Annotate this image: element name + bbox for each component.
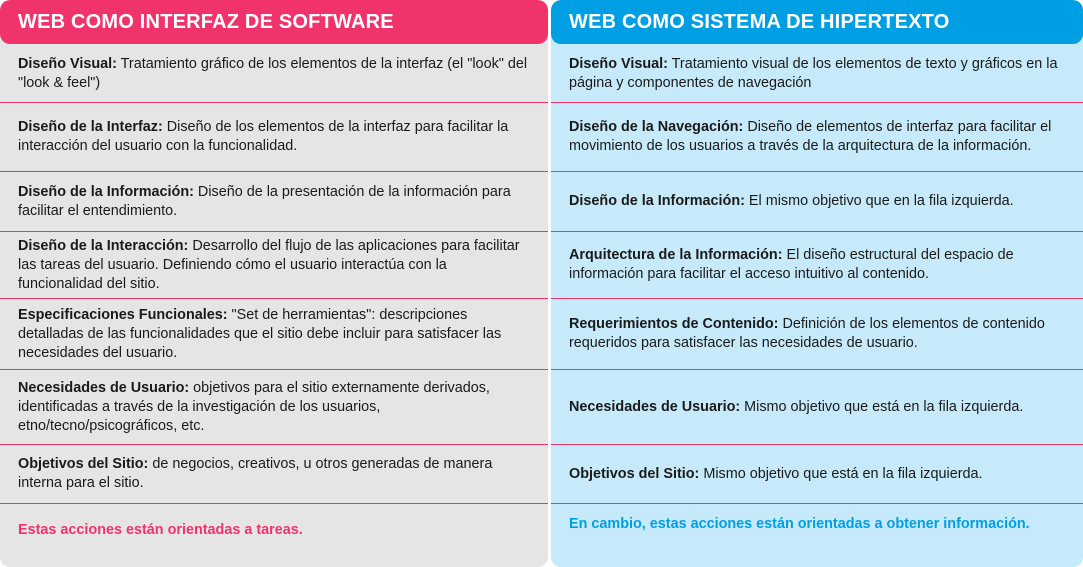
row-divider <box>0 171 548 172</box>
row-divider <box>551 503 1083 504</box>
row-term: Diseño de la Interacción: <box>18 237 189 254</box>
row-term: Necesidades de Usuario: <box>18 379 190 396</box>
row-divider <box>551 369 1083 370</box>
row-divider <box>0 444 548 445</box>
row-text: Tratamiento visual de los elementos de texto y gráficos en la página y componentes de navegación <box>569 56 1058 91</box>
row-term: Requerimientos de Contenido: <box>569 316 779 332</box>
row-visual-design <box>551 48 1083 100</box>
row-navigation-design <box>551 104 1083 170</box>
row-divider <box>0 231 548 232</box>
row-information-design <box>0 173 548 230</box>
row-interface-design <box>0 104 548 170</box>
row-text: objetivos para el sitio externamente derivados, identificadas a través de la investigación de los usuarios, etno/tecno/psicográficos, etc. <box>18 379 490 434</box>
row-term: Diseño Visual: <box>18 56 117 72</box>
row-site-objectives <box>0 446 548 502</box>
row-term: Especificaciones Funcionales: <box>18 306 228 323</box>
row-text: Tratamiento gráfico de los elementos de la interfaz (el "look" del "look & feel") <box>18 56 528 91</box>
hypertext-column-footer: En cambio, estas acciones están orientadas a obtener información. <box>569 516 1030 532</box>
row-text: Mismo objetivo que está en la fila izquierda. <box>740 398 1024 415</box>
row-user-needs <box>0 371 548 443</box>
row-text: El mismo objetivo que en la fila izquierda. <box>744 193 1014 209</box>
software-column-header: WEB COMO INTERFAZ DE SOFTWARE <box>0 0 548 44</box>
row-content-requirements <box>551 300 1083 368</box>
row-functional-specs <box>0 300 548 368</box>
row-divider <box>0 102 548 103</box>
row-text: Diseño de la presentación de la información para facilitar el entendimiento. <box>18 183 511 219</box>
row-text: Definición de los elementos de contenido requeridos para satisfacer las necesidades de usuario. <box>569 316 1045 351</box>
row-divider <box>0 503 548 504</box>
row-divider <box>551 444 1083 445</box>
row-divider <box>0 298 548 299</box>
row-text: Desarrollo del flujo de las aplicaciones para facilitar las tareas del usuario. Definiendo cómo el usuario interactúa con la funcionalidad del sitio. <box>18 237 520 292</box>
row-text: El diseño estructural del espacio de información para facilitar el acceso intuitivo al contenido. <box>569 247 1014 282</box>
row-term: Diseño de la Información: <box>18 183 194 200</box>
row-text: Diseño de los elementos de la interfaz para facilitar la interacción del usuario con la funcionalidad. <box>18 119 509 154</box>
row-term: Necesidades de Usuario: <box>569 398 741 415</box>
row-term: Objetivos del Sitio: <box>18 456 149 472</box>
row-information-architecture <box>551 233 1083 297</box>
hypertext-column-header: WEB COMO SISTEMA DE HIPERTEXTO <box>551 0 1083 44</box>
row-term: Objetivos del Sitio: <box>569 465 700 482</box>
row-visual-design <box>0 48 548 100</box>
row-text: de negocios, creativos, u otros generadas de manera interna para el sitio. <box>18 456 493 491</box>
row-term: Diseño de la Información: <box>569 193 745 209</box>
row-divider <box>551 102 1083 103</box>
row-text: Mismo objetivo que está en la fila izquierda. <box>699 465 983 482</box>
row-divider <box>551 231 1083 232</box>
row-divider <box>551 171 1083 172</box>
row-term: Arquitectura de la Información: <box>569 247 783 263</box>
row-interaction-design <box>0 233 548 297</box>
row-term: Diseño Visual: <box>569 56 668 72</box>
hypertext-column <box>551 0 1083 567</box>
row-divider <box>0 369 548 370</box>
row-term: Diseño de la Interfaz: <box>18 119 163 135</box>
row-divider <box>551 298 1083 299</box>
row-user-needs <box>551 371 1083 443</box>
row-text: Diseño de elementos de interfaz para facilitar el movimiento de los usuarios a través de la arquitectura de la información. <box>569 119 1052 154</box>
row-term: Diseño de la Navegación: <box>569 119 744 135</box>
row-text: "Set de herramientas": descripciones detalladas de las funcionalidades que el sitio debe incluir para satisfacer las necesidades del usuario. <box>18 306 502 361</box>
row-information-design <box>551 173 1083 230</box>
row-site-objectives <box>551 446 1083 502</box>
software-column-footer: Estas acciones están orientadas a tareas. <box>18 522 303 538</box>
